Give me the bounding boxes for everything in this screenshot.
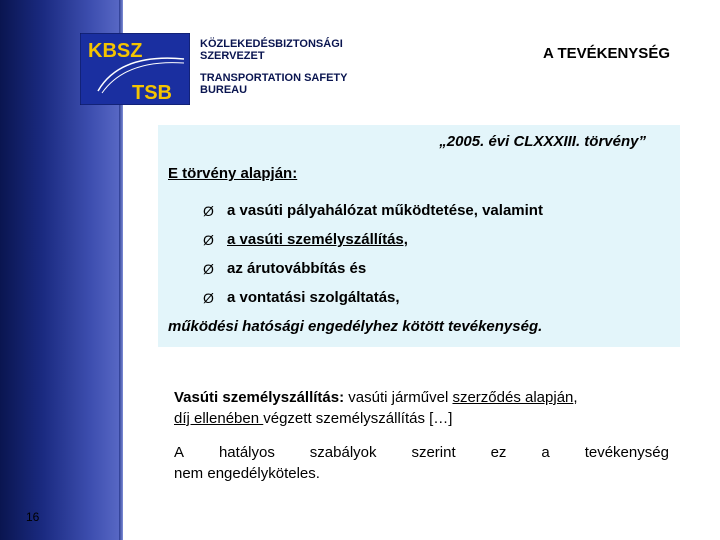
list-item [203, 288, 543, 317]
definition-term: Vasúti személyszállítás: [174, 389, 345, 406]
kbsz-logo [80, 33, 190, 105]
note-word: a [541, 444, 550, 461]
note-word: szerint [411, 444, 456, 461]
list-item-text: a vasúti pályahálózat működtetése, valamint [227, 202, 543, 219]
kbsz-logo-mark [80, 33, 190, 105]
arrow-bullet-icon: Ø [203, 290, 214, 306]
logo-org-hu-1: KÖZLEKEDÉSBIZTONSÁGI [200, 38, 343, 50]
slide-title: A TEVÉKENYSÉG [543, 45, 670, 62]
note-word: A [174, 444, 185, 461]
logo-org-hu-2: SZERVEZET [200, 50, 265, 62]
logo-org-en-2: BUREAU [200, 84, 248, 96]
note-word: szabályok [309, 444, 377, 461]
definition-paragraph [174, 387, 669, 429]
arrow-bullet-icon: Ø [203, 203, 214, 219]
note-line-1 [174, 442, 669, 463]
law-box [158, 125, 680, 347]
list-item-text: a vasúti személyszállítás, [227, 231, 408, 248]
definition-link-contract: szerződés alapján [452, 389, 574, 406]
definition-text-1: vasúti járművel [344, 389, 453, 406]
note-word: hatályos [218, 444, 275, 461]
definition-text-2: , [573, 389, 578, 406]
note-word: ez [490, 444, 507, 461]
logo-org-name [200, 38, 350, 96]
list-item [203, 201, 543, 230]
definition-text-3: végzett személyszállítás […] [263, 410, 453, 427]
note-line-2: nem engedélyköteles. [174, 465, 320, 482]
law-list [203, 201, 543, 317]
definition-link-fee: díj ellenében [174, 410, 264, 427]
logo-mark-top: KBSZ [88, 40, 143, 62]
list-item-text: a vontatási szolgáltatás, [227, 289, 400, 306]
law-title: „2005. évi CLXXXIII. törvény” [439, 133, 646, 150]
note-word: tevékenység [584, 444, 669, 461]
law-intro: E törvény alapján: [168, 165, 298, 182]
list-item-text: az árutovábbítás és [227, 260, 367, 277]
note-paragraph [174, 442, 669, 484]
arrow-bullet-icon: Ø [203, 261, 214, 277]
list-item [203, 259, 543, 288]
logo-mark-bottom: TSB [132, 82, 172, 104]
page-number: 16 [26, 510, 40, 524]
law-footer: működési hatósági engedélyhez kötött tevékenység. [168, 318, 543, 335]
logo-org-en-1: TRANSPORTATION SAFETY [200, 72, 348, 84]
list-item [203, 230, 543, 259]
arrow-bullet-icon: Ø [203, 232, 214, 248]
